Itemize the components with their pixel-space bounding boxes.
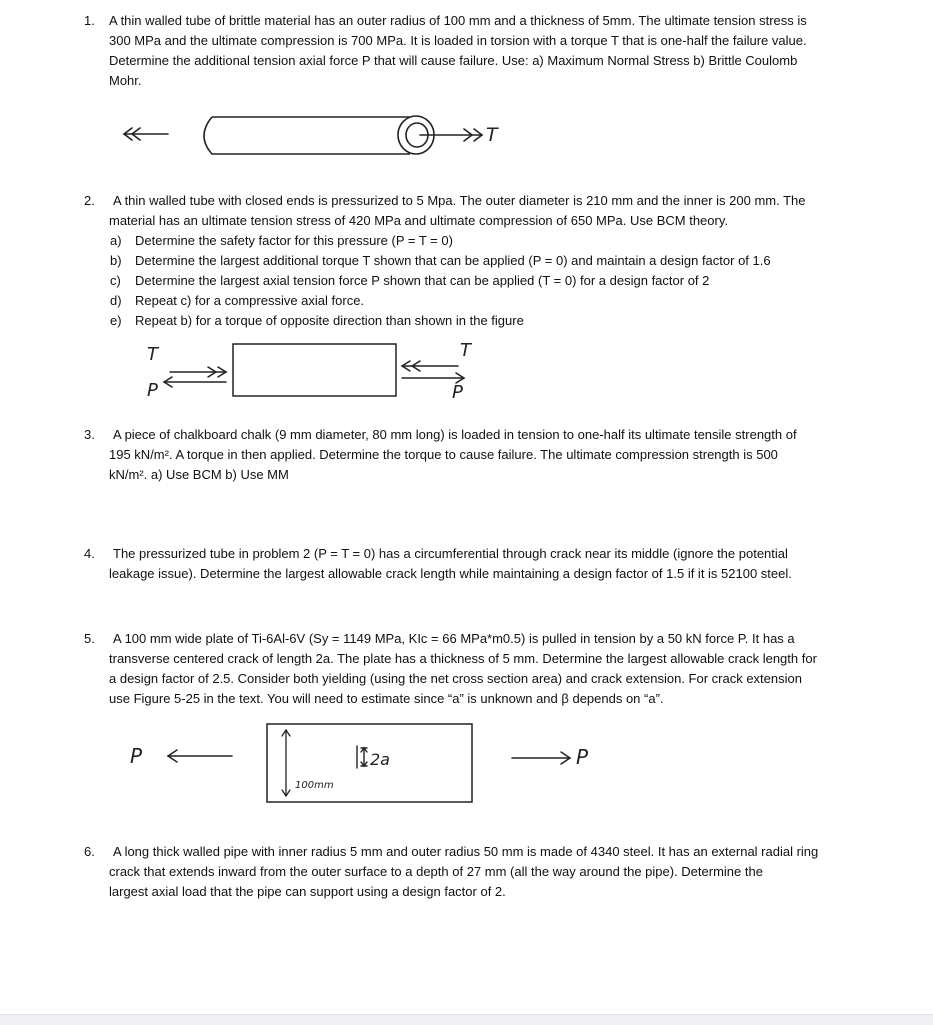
list-item (110, 291, 771, 311)
item-text: Repeat b) for a torque of opposite direction than shown in the figure (135, 313, 524, 328)
left-double-arrow (124, 128, 168, 140)
problem-3-text (109, 425, 797, 485)
problem-1-text (109, 11, 807, 91)
left-arrows (164, 367, 226, 387)
right-arrows (402, 361, 464, 383)
item-text: Repeat c) for a compressive axial force. (135, 293, 365, 308)
problem-2-list (110, 231, 771, 331)
problem-2-text (109, 191, 806, 231)
text-line: transverse centered crack of length 2a. The plate has a thickness of 5 mm. Determine the largest allowable crack length for (109, 651, 817, 666)
list-item (110, 271, 771, 291)
text-line: 300 MPa and the ultimate compression is 700 MPa. It is loaded in torsion with a torque T that is one-half the failure value. (109, 33, 807, 48)
tube-rectangle (233, 344, 396, 396)
text-line: A 100 mm wide plate of Ti-6Al-6V (Sy = 1149 MPa, KIc = 66 MPa*m0.5) is pulled in tension by a 50 kN force P. It has a (113, 631, 795, 646)
right-force-label: P (452, 382, 463, 403)
text-line: The pressurized tube in problem 2 (P = T = 0) has a circumferential through crack near its middle (ignore the potential (113, 546, 788, 561)
text-line: A long thick walled pipe with inner radius 5 mm and outer radius 50 mm is made of 4340 steel. It has an external radial ring (113, 844, 819, 859)
problem-6-text (109, 842, 818, 902)
text-line: material has an ultimate tension stress of 420 MPa and ultimate compression of 650 MPa. Use BCM theory. (109, 213, 728, 228)
width-dimension-arrow (282, 730, 290, 796)
torque-double-arrow (420, 129, 482, 141)
problem-5-text (109, 629, 817, 709)
right-force-label: P (576, 745, 589, 769)
text-line: Mohr. (109, 73, 142, 88)
text-line: crack that extends inward from the outer surface to a depth of 27 mm (all the way around the pipe). Determine the (109, 864, 763, 879)
problem-4-text (109, 544, 792, 584)
list-item (110, 251, 771, 271)
width-label: 100mm (295, 780, 334, 791)
item-text: Determine the largest axial tension force P shown that can be applied (T = 0) for a design factor of 2 (135, 273, 710, 288)
problem-2-figure (140, 338, 500, 404)
problem-number: 3. (84, 427, 95, 442)
right-force-arrow (512, 752, 570, 764)
left-force-label: P (147, 380, 158, 401)
problem-5-figure (120, 718, 610, 808)
left-force-label: P (130, 744, 143, 768)
item-label: a) (110, 233, 122, 248)
text-line: A thin walled tube with closed ends is pressurized to 5 Mpa. The outer diameter is 210 mm and the inner is 200 mm. The (113, 193, 806, 208)
item-label: b) (110, 253, 122, 268)
text-line: A piece of chalkboard chalk (9 mm diameter, 80 mm long) is loaded in tension to one-half its ultimate tensile strength of (113, 427, 797, 442)
problem-number: 5. (84, 631, 95, 646)
text-line: A thin walled tube of brittle material has an outer radius of 100 mm and a thickness of 5mm. The ultimate tension stress is (109, 13, 807, 28)
item-label: e) (110, 313, 122, 328)
text-line: use Figure 5-25 in the text. You will need to estimate since “a” is unknown and β depends on “a”. (109, 691, 664, 706)
list-item (110, 231, 771, 251)
problem-number: 2. (84, 193, 95, 208)
tube-outline (204, 117, 410, 154)
text-line: leakage issue). Determine the largest allowable crack length while maintaining a design factor of 1.5 if it is 52100 steel. (109, 566, 792, 581)
right-torque-label: T (460, 340, 471, 361)
text-line: 195 kN/m². A torque in then applied. Determine the torque to cause failure. The ultimate compression strength is 500 (109, 447, 778, 462)
list-item (110, 311, 771, 331)
text-line: largest axial load that the pipe can support using a design factor of 2. (109, 884, 506, 899)
item-label: c) (110, 273, 121, 288)
page-bottom-edge (0, 1014, 933, 1025)
item-label: d) (110, 293, 122, 308)
item-text: Determine the safety factor for this pressure (P = T = 0) (135, 233, 453, 248)
crack-mark (357, 746, 367, 768)
problem-number: 1. (84, 13, 95, 28)
text-line: a design factor of 2.5. Consider both yielding (using the net cross section area) and crack extension. For crack extension (109, 671, 802, 686)
text-line: kN/m². a) Use BCM b) Use MM (109, 467, 289, 482)
crack-label: 2a (370, 750, 390, 769)
problem-number: 6. (84, 844, 95, 859)
torque-label: T (486, 124, 498, 146)
left-torque-label: T (147, 344, 158, 365)
item-text: Determine the largest additional torque T shown that can be applied (P = 0) and maintain a design factor of 1.6 (135, 253, 771, 268)
left-force-arrow (168, 750, 232, 762)
problem-1-figure (110, 108, 530, 168)
text-line: Determine the additional tension axial force P that will cause failure. Use: a) Maximum Normal Stress b) Brittle Coulomb (109, 53, 798, 68)
problem-number: 4. (84, 546, 95, 561)
